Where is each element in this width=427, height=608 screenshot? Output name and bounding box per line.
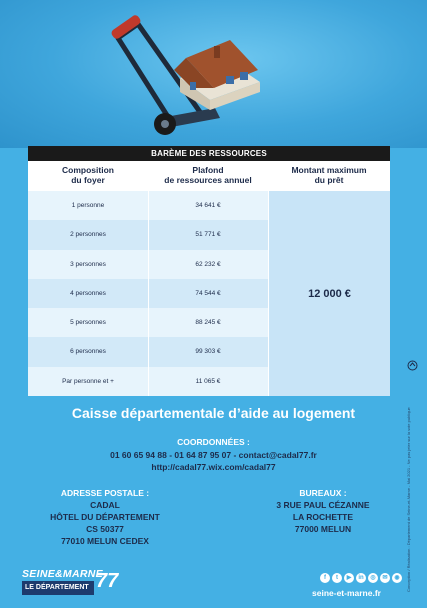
hero-illustration — [0, 0, 427, 148]
adresse-line: CADAL — [90, 500, 120, 510]
linkedin-icon[interactable]: in — [356, 573, 366, 583]
cell-plafond: 99 303 € — [195, 348, 221, 356]
hand-truck-house-illustration — [0, 0, 427, 148]
column-divider — [148, 161, 149, 396]
caisse-title: Caisse départementale d’aide au logement — [71, 405, 356, 421]
cell-plafond: 34 641 € — [195, 202, 221, 209]
col-header-plafond-line1: Plafond — [192, 165, 224, 175]
col-header-montant-line2: du prêt — [314, 175, 344, 185]
logo-bottom-text: LE DÉPARTEMENT — [22, 581, 94, 595]
cell-composition: 4 personnes — [70, 289, 106, 297]
table-title: BARÈME DES RESSOURCES — [28, 146, 390, 161]
adresse-line: 77010 MELUN CEDEX — [61, 536, 149, 546]
side-print-mention: Conception / Réalisation : Département de Seine-et-Marne - Mai 2021 - Ne pas jeter sur la voie publique — [406, 407, 411, 592]
bureaux-line: LA ROCHETTE — [292, 512, 354, 522]
cell-plafond: 11 065 € — [195, 377, 221, 385]
col-header-montant — [268, 161, 390, 191]
col-header-composition — [28, 161, 148, 191]
facebook-icon[interactable]: f — [320, 573, 330, 583]
adresse-postale-heading: ADRESSE POSTALE : — [60, 488, 150, 498]
cell-plafond: 88 245 € — [195, 319, 221, 327]
col-header-composition-line1: Composition — [62, 165, 114, 175]
cell-plafond: 74 544 € — [195, 289, 221, 297]
bureaux-line: 77000 MELUN — [294, 524, 352, 534]
cell-plafond: 62 232 € — [195, 260, 221, 268]
bureaux-line: 3 RUE PAUL CÉZANNE — [276, 500, 370, 510]
cell-composition: 3 personnes — [70, 260, 106, 268]
cell-composition: Par personne et + — [62, 377, 114, 385]
bureaux-heading: BUREAUX : — [299, 488, 347, 498]
logo-top-text: SEINE&MARNE — [22, 568, 103, 580]
bureaux-block — [248, 487, 398, 535]
cell-composition: 6 personnes — [70, 348, 106, 356]
twitter-icon[interactable]: t — [332, 573, 342, 583]
col-header-plafond — [148, 161, 268, 191]
mail-icon[interactable]: ✉ — [380, 573, 390, 583]
adresse-postale-block — [30, 487, 180, 547]
cell-montant-max: 12 000 € — [269, 191, 390, 396]
col-header-composition-line2: du foyer — [71, 175, 105, 185]
instagram-icon[interactable]: ◎ — [368, 573, 378, 583]
col-header-montant-line1: Montant maximum — [291, 165, 367, 175]
website-link[interactable]: seine-et-marne.fr — [312, 588, 381, 598]
coordonnees-heading: COORDONNÉES : — [177, 437, 250, 447]
cell-plafond: 51 771 € — [195, 231, 221, 239]
col-header-plafond-line2: de ressources annuel — [164, 175, 252, 185]
seine-et-marne-logo — [22, 568, 120, 598]
cell-composition: 5 personnes — [70, 319, 106, 327]
logo-number: 77 — [96, 570, 119, 592]
resources-table — [28, 146, 390, 396]
adresse-line: CS 50377 — [86, 524, 124, 534]
coordonnees-website-link[interactable]: http://cadal77.wix.com/cadal77 — [151, 462, 276, 472]
flickr-icon[interactable]: ◉ — [392, 573, 402, 583]
social-icons — [320, 573, 402, 583]
adresse-line: HÔTEL DU DÉPARTEMENT — [50, 512, 160, 522]
youtube-icon[interactable]: ▶ — [344, 573, 354, 583]
coordonnees-phones-email[interactable]: 01 60 65 94 88 - 01 64 87 95 07 - contact@cadal77.fr — [110, 450, 317, 460]
cell-composition: 1 personne — [71, 202, 105, 209]
cell-composition: 2 personnes — [70, 231, 106, 239]
